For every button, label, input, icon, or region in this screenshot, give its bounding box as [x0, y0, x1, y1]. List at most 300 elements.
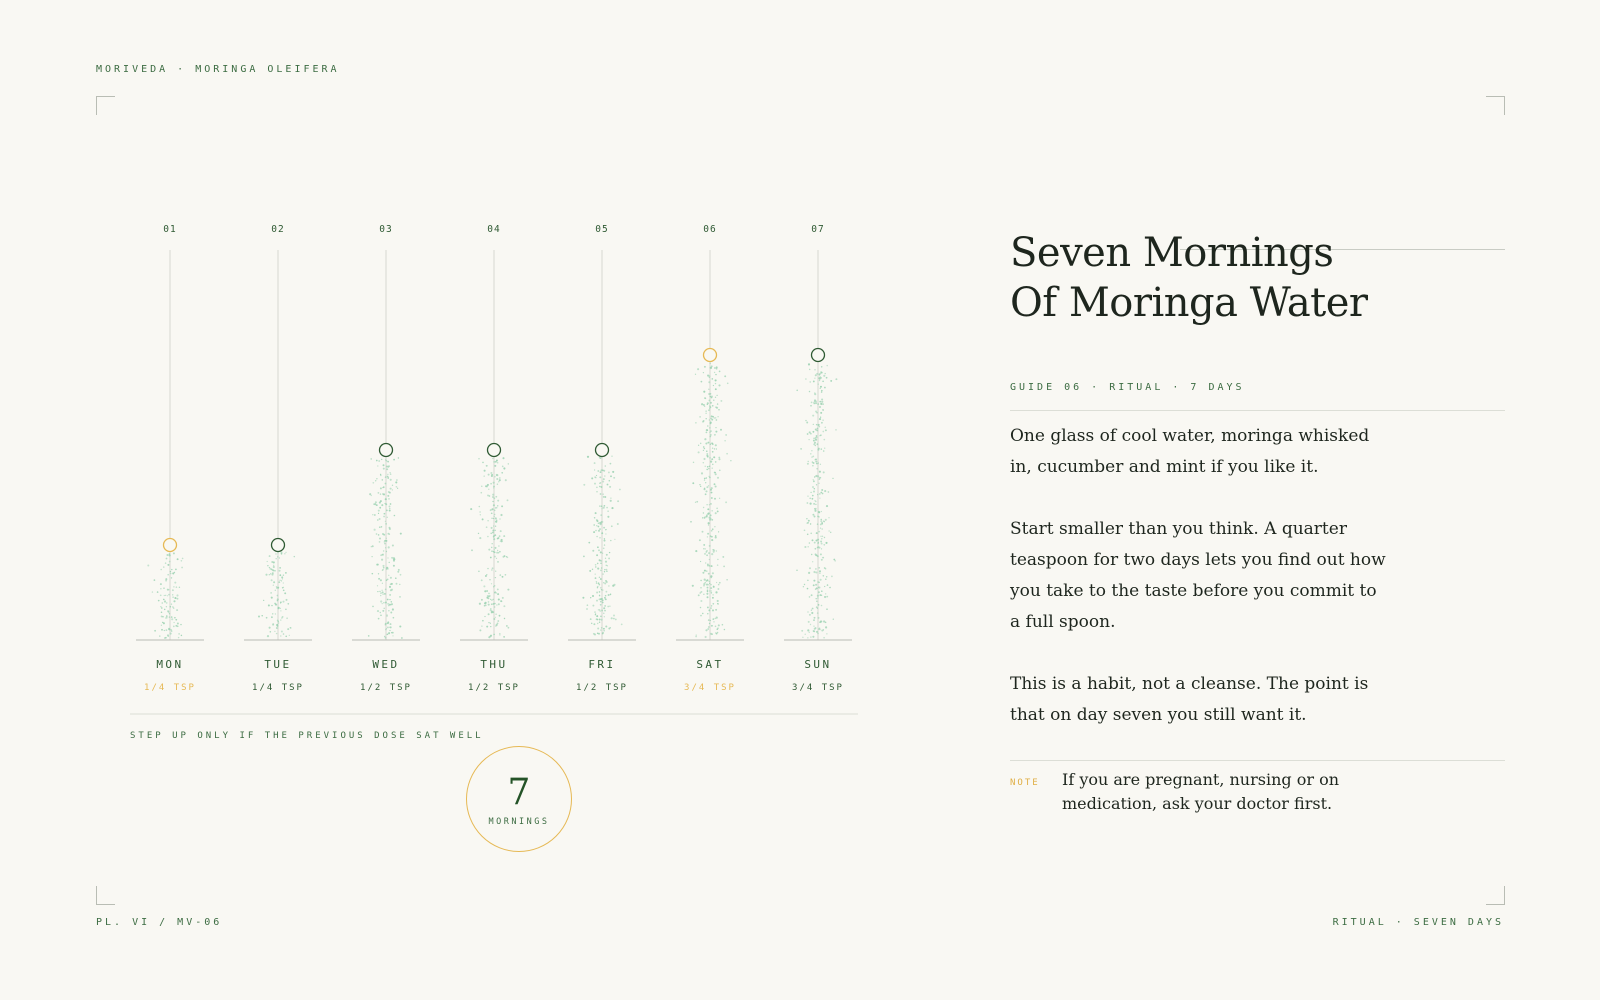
dot	[708, 468, 710, 470]
dot	[500, 600, 502, 602]
dot	[815, 548, 817, 550]
dot	[385, 623, 387, 625]
dot	[818, 567, 820, 569]
dot	[174, 597, 176, 599]
dot	[715, 406, 717, 408]
dot	[810, 433, 812, 435]
dot	[707, 404, 708, 405]
dot	[603, 507, 605, 509]
brand-label: MORIVEDA · MORINGA OLEIFERA	[96, 64, 340, 75]
dot	[493, 504, 495, 506]
dot	[395, 577, 397, 579]
dot	[809, 369, 811, 371]
dot	[814, 627, 816, 629]
dot	[488, 474, 490, 476]
dot	[489, 579, 490, 580]
dot	[715, 431, 717, 433]
day-label: SUN	[804, 658, 832, 671]
dot	[493, 603, 495, 605]
day-label: MON	[156, 658, 184, 671]
dot	[710, 461, 712, 463]
dot	[583, 556, 585, 558]
dot	[600, 469, 602, 471]
dot	[807, 534, 809, 536]
dot	[807, 433, 809, 435]
dot	[497, 484, 498, 485]
dot	[834, 560, 836, 562]
dot	[494, 509, 496, 511]
dot	[817, 428, 819, 430]
dot	[177, 558, 179, 560]
dot	[601, 505, 603, 507]
dot	[393, 565, 395, 567]
dot	[826, 596, 828, 598]
dot	[708, 626, 710, 628]
dot	[281, 576, 283, 578]
dot	[809, 614, 811, 616]
dot	[813, 380, 815, 382]
dot	[380, 493, 381, 494]
dot	[399, 596, 401, 598]
dot	[610, 475, 612, 477]
dot	[827, 584, 829, 586]
dot	[710, 422, 712, 424]
dot	[611, 507, 613, 509]
dot	[502, 457, 504, 459]
dot	[818, 511, 820, 513]
dot	[806, 422, 808, 424]
dot	[487, 595, 489, 597]
dot	[160, 588, 161, 589]
dot	[816, 424, 818, 426]
dose-label: 1/2 TSP	[468, 683, 520, 693]
dot	[711, 519, 713, 521]
dot	[710, 443, 711, 444]
dot	[821, 401, 823, 403]
dot	[294, 556, 295, 557]
dot	[820, 412, 822, 414]
dot	[401, 637, 403, 639]
dot	[715, 388, 717, 390]
dot	[383, 464, 385, 466]
dot	[501, 472, 503, 474]
dot	[703, 512, 704, 513]
badge-label: MORNINGS	[488, 817, 550, 827]
dot	[706, 453, 708, 455]
dot	[711, 492, 713, 494]
dot	[161, 607, 163, 609]
dot	[593, 531, 595, 533]
dot	[828, 517, 829, 518]
dot	[598, 633, 600, 635]
dot	[273, 585, 274, 586]
dot	[612, 471, 614, 473]
dot	[600, 493, 602, 495]
dot	[709, 466, 711, 468]
dot	[815, 429, 817, 431]
dot	[387, 533, 389, 535]
dot	[491, 474, 493, 476]
dot	[495, 577, 496, 578]
dot	[826, 608, 828, 610]
dot	[820, 403, 822, 405]
dot	[147, 565, 149, 567]
dot	[383, 468, 385, 470]
dose-dots	[582, 455, 622, 635]
dot	[710, 607, 712, 609]
dot	[709, 504, 710, 505]
dot	[824, 373, 825, 374]
dot	[819, 471, 821, 473]
dot	[594, 462, 596, 464]
dot	[380, 600, 382, 602]
dot	[813, 402, 814, 403]
dot	[387, 633, 389, 635]
dot	[277, 619, 279, 621]
dot	[603, 540, 605, 542]
dot	[177, 623, 179, 625]
dot	[502, 466, 504, 468]
dot	[803, 586, 804, 587]
dot	[617, 500, 619, 502]
dot	[499, 633, 501, 635]
dot	[387, 476, 389, 478]
dot	[812, 514, 814, 516]
dot	[386, 616, 387, 617]
dot	[492, 529, 494, 531]
dot	[276, 586, 277, 587]
dot	[385, 523, 387, 525]
dot	[702, 517, 703, 518]
dot	[485, 604, 487, 606]
dot	[152, 591, 153, 592]
dot	[712, 572, 714, 574]
dot	[696, 635, 697, 636]
dot	[590, 618, 592, 620]
dot	[600, 523, 602, 525]
dot	[488, 593, 490, 595]
dot	[378, 578, 380, 580]
dot	[807, 611, 808, 612]
corner-mark-bottom-right	[1486, 886, 1505, 905]
dot	[395, 481, 397, 483]
dot	[286, 599, 288, 601]
dot	[491, 508, 493, 510]
dot	[810, 405, 812, 407]
dot	[495, 613, 496, 614]
dot	[817, 595, 819, 597]
dot	[486, 485, 488, 487]
dot	[502, 556, 504, 558]
corner-mark-top-right	[1486, 96, 1505, 115]
dot	[807, 546, 809, 548]
dot	[821, 538, 822, 539]
dot	[484, 616, 485, 617]
meta-divider	[1010, 410, 1505, 411]
dot	[263, 600, 264, 601]
dot	[382, 591, 384, 593]
dot	[704, 579, 706, 581]
dot	[723, 566, 725, 568]
dot	[590, 597, 591, 598]
dot	[375, 480, 376, 481]
dot	[596, 592, 598, 594]
dot	[812, 636, 814, 638]
dot	[502, 597, 504, 599]
dot	[175, 569, 177, 571]
dot	[388, 465, 390, 467]
dot	[807, 495, 808, 496]
dot	[716, 582, 717, 583]
dot	[376, 564, 378, 566]
dot	[176, 586, 178, 588]
dot	[491, 547, 493, 549]
dot	[269, 567, 270, 568]
dot	[508, 463, 509, 464]
dot	[604, 571, 605, 572]
dot	[385, 601, 387, 603]
dot	[498, 603, 500, 605]
dot	[381, 504, 383, 506]
dot	[165, 562, 167, 564]
dot	[715, 485, 717, 487]
dot	[492, 501, 493, 502]
dot	[825, 542, 827, 544]
dot	[275, 558, 276, 559]
dot	[705, 551, 707, 553]
dot	[392, 489, 393, 490]
dot	[385, 498, 387, 500]
dot	[383, 486, 385, 488]
dot	[597, 546, 599, 548]
footer-label: RITUAL · SEVEN DAYS	[1332, 917, 1504, 928]
dot	[717, 416, 718, 417]
dot	[818, 591, 820, 593]
plate-id: PL. VI / MV-06	[96, 917, 223, 928]
dot	[380, 615, 382, 617]
dose-label: 1/4 TSP	[144, 683, 196, 693]
dot	[399, 625, 401, 627]
dot	[494, 606, 496, 608]
dot	[490, 557, 492, 559]
dot	[378, 510, 380, 512]
dot	[592, 605, 594, 607]
dot	[718, 584, 720, 586]
dot	[586, 608, 588, 610]
dot	[283, 575, 284, 576]
dot	[703, 462, 704, 463]
corner-mark-bottom-left	[96, 886, 115, 905]
dose-marker	[596, 444, 609, 457]
dot	[706, 593, 708, 595]
dot	[273, 566, 275, 568]
dot	[591, 477, 593, 479]
dot	[697, 368, 699, 370]
dot	[826, 377, 828, 379]
dot	[813, 479, 814, 480]
dot	[269, 627, 271, 629]
dot	[700, 591, 702, 593]
dot	[388, 610, 389, 611]
dot	[494, 547, 496, 549]
dot	[807, 463, 809, 465]
dot	[269, 574, 270, 575]
dot	[495, 517, 497, 519]
dot	[712, 618, 714, 620]
dot	[822, 419, 824, 421]
dot	[492, 496, 494, 498]
dot	[717, 632, 719, 634]
dot	[486, 465, 488, 467]
dot	[494, 551, 496, 553]
dot	[821, 523, 823, 525]
dot	[811, 554, 812, 555]
dot	[602, 602, 604, 604]
dot	[398, 569, 400, 571]
dot	[619, 489, 621, 491]
dot	[700, 592, 701, 593]
dot	[285, 608, 287, 610]
dot	[488, 613, 490, 615]
dot	[698, 445, 699, 446]
dot	[608, 594, 610, 596]
dot	[813, 630, 815, 632]
dot	[598, 609, 599, 610]
dot	[588, 542, 590, 544]
dot	[377, 591, 378, 592]
dot	[710, 418, 711, 419]
dot	[172, 589, 174, 591]
dot	[816, 373, 818, 375]
dot	[258, 616, 260, 618]
dot	[470, 508, 472, 510]
dot	[823, 544, 825, 546]
dot	[386, 579, 388, 581]
dot	[814, 516, 816, 518]
dot	[269, 555, 271, 557]
dot	[718, 384, 720, 386]
dot	[806, 522, 808, 524]
dot	[379, 526, 381, 528]
dot	[829, 587, 830, 588]
dot	[713, 400, 714, 401]
dot	[712, 467, 713, 468]
dot	[610, 500, 612, 502]
dot	[715, 417, 717, 419]
dot	[712, 443, 714, 445]
dot	[382, 593, 383, 594]
dot	[821, 398, 823, 400]
dot	[596, 615, 598, 617]
dot	[600, 604, 602, 606]
dot	[271, 597, 273, 599]
dot	[820, 527, 821, 528]
dot	[815, 501, 817, 503]
dot	[283, 589, 285, 591]
dot	[496, 604, 497, 605]
dot	[715, 472, 716, 473]
dot	[180, 624, 181, 625]
dot	[599, 622, 600, 623]
dot	[481, 625, 482, 626]
dot	[499, 634, 500, 635]
note-divider	[1010, 760, 1505, 761]
dot	[483, 585, 485, 587]
dot	[796, 569, 798, 571]
dot	[613, 477, 615, 479]
dot	[491, 603, 493, 605]
dot	[503, 535, 505, 537]
dot	[493, 618, 495, 620]
dot	[478, 458, 480, 460]
dot	[715, 591, 717, 593]
dot	[709, 406, 711, 408]
dot	[711, 539, 713, 541]
dot	[603, 630, 604, 631]
dot	[706, 504, 707, 505]
dot	[382, 479, 384, 481]
dot	[600, 578, 602, 580]
dot	[601, 619, 603, 621]
dot	[816, 468, 817, 469]
dot	[400, 574, 402, 576]
dot	[276, 633, 277, 634]
dot	[383, 608, 384, 609]
dot	[608, 557, 610, 559]
dot	[706, 516, 708, 518]
dot	[712, 448, 713, 449]
dot	[270, 592, 272, 594]
dot	[707, 536, 708, 537]
dot	[397, 571, 399, 573]
dot	[611, 525, 613, 527]
dot	[812, 561, 813, 562]
dot	[495, 617, 496, 618]
dot	[705, 482, 706, 483]
dot	[825, 626, 827, 628]
dot	[816, 463, 818, 465]
dot	[610, 463, 612, 465]
dot	[821, 489, 823, 491]
dot	[817, 516, 819, 518]
dot	[589, 570, 591, 572]
dot	[819, 418, 821, 420]
dot	[824, 490, 826, 492]
dot	[389, 527, 391, 529]
dot	[701, 472, 703, 474]
dot	[606, 554, 608, 556]
dot	[709, 559, 710, 560]
dot	[710, 575, 712, 577]
dot	[172, 596, 174, 598]
dose-label: 1/2 TSP	[360, 683, 412, 693]
dot	[499, 535, 501, 537]
dot	[816, 631, 818, 633]
dot	[611, 617, 613, 619]
dot	[171, 569, 172, 570]
dot	[825, 568, 827, 570]
dot	[393, 617, 395, 619]
dot	[727, 382, 729, 384]
dot	[717, 603, 718, 604]
dot	[712, 451, 714, 453]
dot	[495, 496, 497, 498]
dot	[807, 629, 809, 631]
dot	[387, 474, 388, 475]
dot	[705, 636, 707, 638]
dot	[390, 577, 392, 579]
dot	[809, 542, 811, 544]
